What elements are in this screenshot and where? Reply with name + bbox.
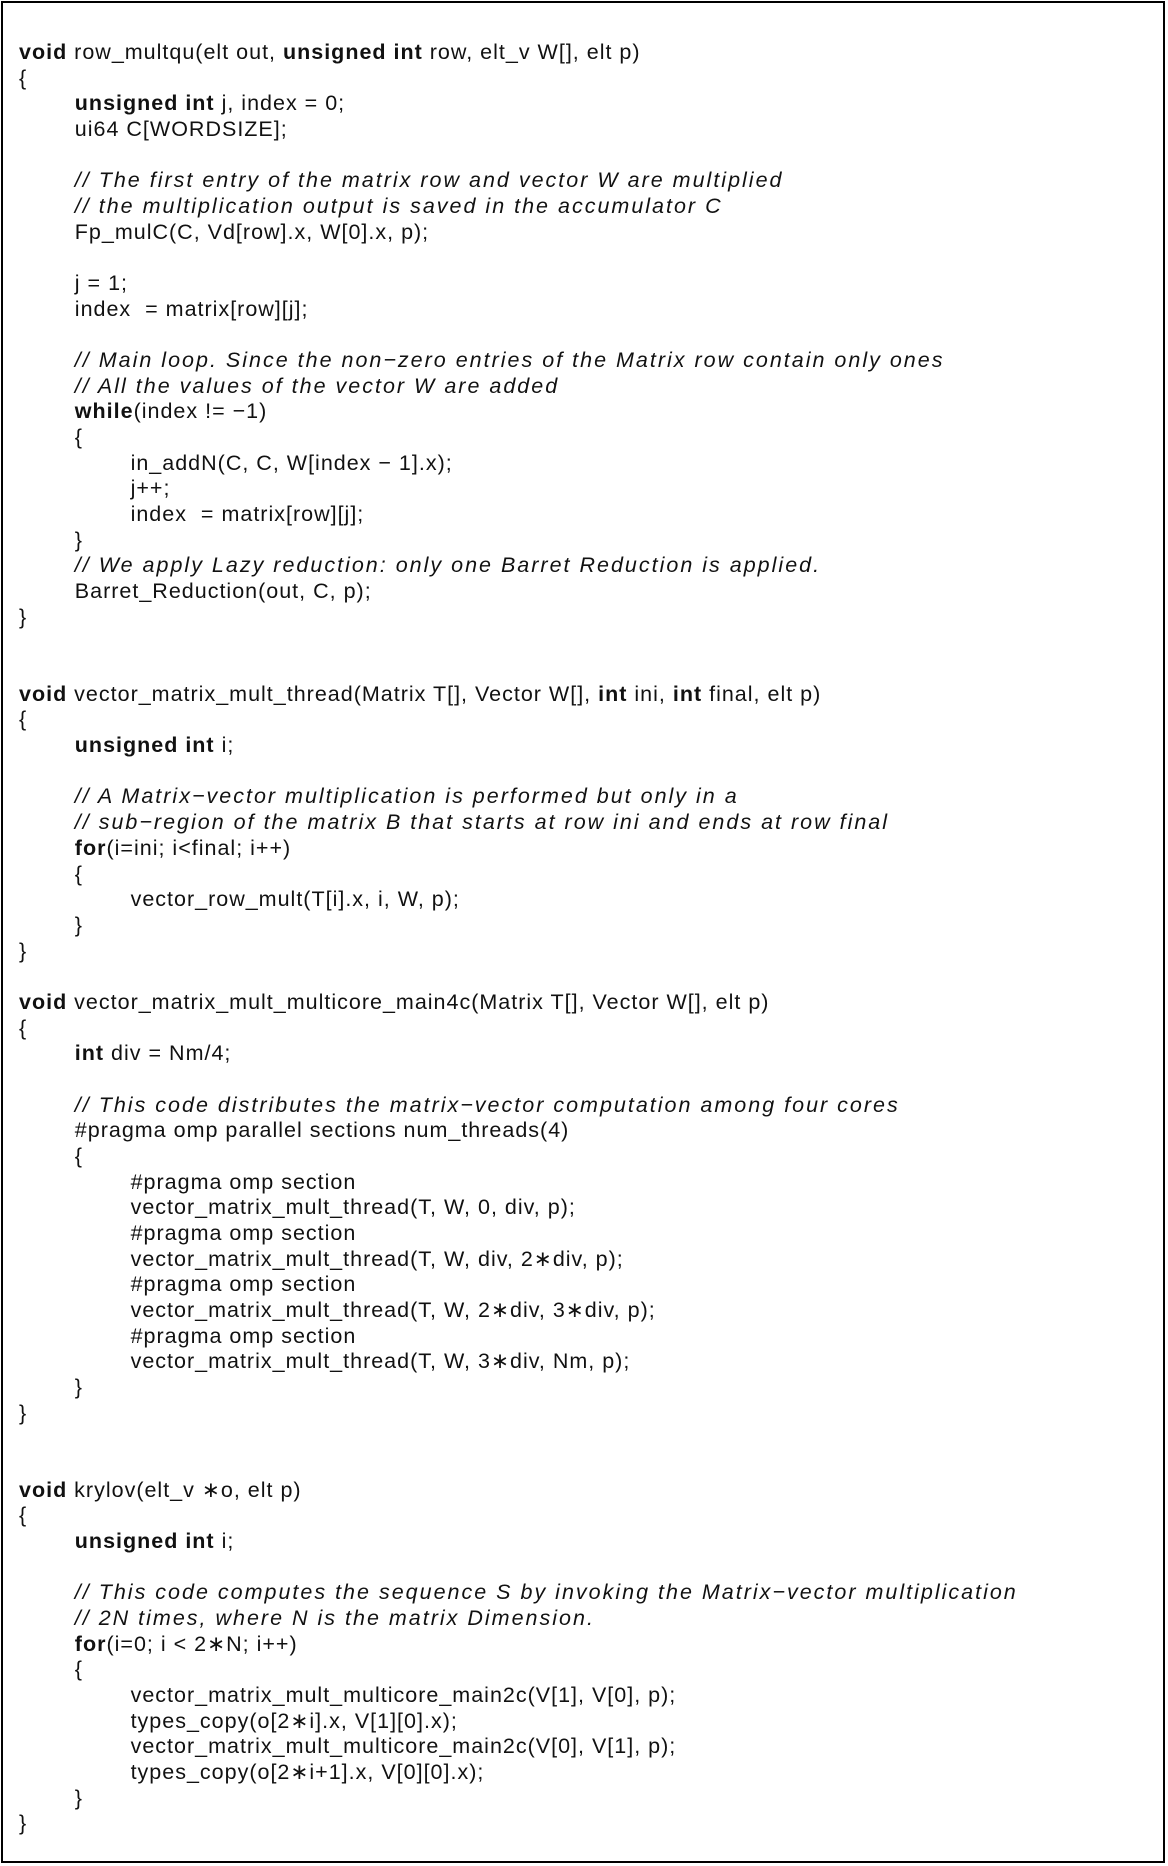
code-text: index = matrix[row][j]; xyxy=(19,502,365,527)
code-line xyxy=(19,1144,1018,1170)
code-line xyxy=(19,1221,1018,1247)
code-text: } xyxy=(19,1785,83,1810)
code-line xyxy=(19,1118,1018,1144)
code-text xyxy=(19,733,75,757)
code-line xyxy=(19,784,1018,810)
code-text: { xyxy=(19,65,28,90)
code-line xyxy=(19,91,1018,117)
code-text: types_copy(o[2∗i].x, V[1][0].x); xyxy=(19,1708,458,1733)
code-comment: // sub−region of the matrix B that starts at row ini and ends at row final xyxy=(74,810,890,835)
code-text: row_multqu(elt out, xyxy=(67,40,283,64)
code-line xyxy=(19,1786,1018,1812)
code-text: (index != −1) xyxy=(133,399,268,424)
code-text: vector_matrix_mult_thread(Matrix T[], Vector W[], xyxy=(67,681,599,706)
code-keyword: for xyxy=(74,1631,107,1656)
code-text: } xyxy=(19,938,28,963)
code-text: #pragma omp section xyxy=(19,1169,357,1194)
code-comment: // Main loop. Since the non−zero entries of the Matrix row contain only ones xyxy=(74,348,945,373)
code-line xyxy=(19,707,1018,733)
code-keyword: unsigned int xyxy=(74,733,215,758)
code-comment: // The first entry of the matrix row and vector W are multiplied xyxy=(74,168,784,193)
code-text: j++; xyxy=(19,476,171,501)
code-text: vector_matrix_mult_thread(T, W, 0, div, p); xyxy=(19,1195,576,1220)
code-line xyxy=(19,168,1018,194)
code-text xyxy=(19,836,75,860)
code-text: ui64 C[WORDSIZE]; xyxy=(19,117,288,142)
code-line xyxy=(19,322,1018,348)
code-line xyxy=(19,1760,1018,1786)
code-line xyxy=(19,1426,1018,1452)
code-comment: // the multiplication output is saved in the accumulator C xyxy=(74,194,723,219)
code-line xyxy=(19,1093,1018,1119)
code-text: vector_row_mult(T[i].x, i, W, p); xyxy=(19,887,460,912)
code-text: { xyxy=(19,1657,83,1682)
code-comment: // A Matrix−vector multiplication is performed but only in a xyxy=(74,784,739,809)
code-line xyxy=(19,1709,1018,1735)
code-text: } xyxy=(19,604,28,629)
code-line xyxy=(19,66,1018,92)
code-text: vector_matrix_mult_thread(T, W, 3∗div, Nm, p); xyxy=(19,1349,631,1374)
code-keyword: int xyxy=(74,1041,105,1066)
code-text: { xyxy=(19,1015,28,1040)
code-line xyxy=(19,579,1018,605)
code-text: index = matrix[row][j]; xyxy=(19,296,309,321)
code-line xyxy=(19,476,1018,502)
code-line xyxy=(19,1529,1018,1555)
code-line xyxy=(19,1041,1018,1067)
code-line xyxy=(19,656,1018,682)
code-text xyxy=(19,1041,75,1065)
code-line xyxy=(19,1349,1018,1375)
code-comment: // This code computes the sequence S by invoking the Matrix−vector multiplication xyxy=(74,1580,1018,1605)
code-line xyxy=(19,913,1018,939)
code-text: in_addN(C, C, W[index − 1].x); xyxy=(19,450,453,475)
code-line xyxy=(19,1478,1018,1504)
code-text: vector_matrix_mult_multicore_main2c(V[1], V[0], p); xyxy=(19,1683,677,1707)
code-line xyxy=(19,1683,1018,1709)
code-text: Barret_Reduction(out, C, p); xyxy=(19,579,372,604)
code-text xyxy=(19,1529,75,1553)
code-line xyxy=(19,374,1018,400)
code-text: vector_matrix_mult_multicore_main2c(V[0], V[1], p); xyxy=(19,1734,677,1759)
code-line xyxy=(19,117,1018,143)
code-text: } xyxy=(19,527,83,552)
code-text: } xyxy=(19,1374,83,1399)
code-text xyxy=(19,1580,75,1604)
code-line xyxy=(19,1580,1018,1606)
code-text: vector_matrix_mult_multicore_main4c(Matrix T[], Vector W[], elt p) xyxy=(67,989,770,1014)
code-text: } xyxy=(19,1400,28,1425)
code-text: i; xyxy=(214,1528,235,1553)
code-text: { xyxy=(19,861,83,886)
code-line xyxy=(19,1195,1018,1221)
code-comment: // This code distributes the matrix−vector computation among four cores xyxy=(74,1092,900,1117)
code-line xyxy=(19,194,1018,220)
code-text: { xyxy=(19,1503,28,1528)
code-line xyxy=(19,759,1018,785)
code-line xyxy=(19,630,1018,656)
code-line xyxy=(19,733,1018,759)
code-line xyxy=(19,502,1018,528)
code-line xyxy=(19,1606,1018,1632)
code-line xyxy=(19,220,1018,246)
code-text xyxy=(19,91,75,115)
code-text xyxy=(19,784,75,808)
code-keyword: for xyxy=(74,835,107,860)
code-line xyxy=(19,399,1018,425)
code-comment: // All the values of the vector W are added xyxy=(74,373,560,398)
code-line xyxy=(19,1555,1018,1581)
code-line xyxy=(19,836,1018,862)
code-line xyxy=(19,1401,1018,1427)
code-line xyxy=(19,271,1018,297)
code-text xyxy=(19,1606,75,1630)
code-text: #pragma omp parallel sections num_threads(4) xyxy=(19,1118,570,1143)
code-text: } xyxy=(19,1811,28,1836)
code-keyword: unsigned int xyxy=(74,1528,215,1553)
code-listing xyxy=(19,40,1018,1837)
code-line xyxy=(19,1632,1018,1658)
code-line xyxy=(19,40,1018,66)
code-line xyxy=(19,1170,1018,1196)
code-text xyxy=(19,168,75,192)
code-text xyxy=(19,1093,75,1117)
code-text xyxy=(19,1632,75,1656)
code-text: (i=ini; i<final; i++) xyxy=(106,835,292,860)
code-keyword: void xyxy=(19,681,68,706)
code-line xyxy=(19,425,1018,451)
code-keyword: int xyxy=(598,681,628,706)
code-line xyxy=(19,1452,1018,1478)
code-keyword: void xyxy=(19,40,68,64)
code-line xyxy=(19,1247,1018,1273)
code-line xyxy=(19,1503,1018,1529)
code-keyword: int xyxy=(672,681,703,706)
code-text: vector_matrix_mult_thread(T, W, 2∗div, 3∗div, p); xyxy=(19,1297,656,1322)
code-text: { xyxy=(19,1143,83,1168)
code-text: #pragma omp section xyxy=(19,1323,357,1348)
code-text: i; xyxy=(214,733,235,758)
code-line xyxy=(19,297,1018,323)
code-text: #pragma omp section xyxy=(19,1220,357,1245)
code-line xyxy=(19,1067,1018,1093)
code-comment: // We apply Lazy reduction: only one Barret Reduction is applied. xyxy=(74,553,822,578)
code-text: types_copy(o[2∗i+1].x, V[0][0].x); xyxy=(19,1760,485,1785)
code-line xyxy=(19,964,1018,990)
code-comment: // 2N times, where N is the matrix Dimension. xyxy=(74,1605,595,1630)
code-text: vector_matrix_mult_thread(T, W, div, 2∗div, p); xyxy=(19,1246,624,1271)
code-text xyxy=(19,810,75,834)
code-listing-frame xyxy=(1,1,1165,1863)
code-line xyxy=(19,1272,1018,1298)
code-text: krylov(elt_v ∗o, elt p) xyxy=(67,1477,302,1502)
code-line xyxy=(19,143,1018,169)
code-text xyxy=(19,374,75,398)
code-keyword: void xyxy=(19,989,68,1014)
code-line xyxy=(19,1811,1018,1837)
code-text: ini, xyxy=(627,681,673,706)
code-line xyxy=(19,451,1018,477)
code-text xyxy=(19,194,75,218)
code-keyword: void xyxy=(19,1477,68,1502)
code-line xyxy=(19,939,1018,965)
code-line xyxy=(19,1375,1018,1401)
code-line xyxy=(19,1657,1018,1683)
code-text xyxy=(19,348,75,372)
code-line xyxy=(19,348,1018,374)
code-line xyxy=(19,1324,1018,1350)
code-line xyxy=(19,862,1018,888)
code-text xyxy=(19,553,75,577)
code-keyword: unsigned int xyxy=(74,91,215,116)
code-text: Fp_mulC(C, Vd[row].x, W[0].x, p); xyxy=(19,219,430,244)
code-line xyxy=(19,887,1018,913)
code-text: } xyxy=(19,912,83,937)
code-line xyxy=(19,682,1018,708)
code-line xyxy=(19,528,1018,554)
code-line xyxy=(19,1016,1018,1042)
code-text: { xyxy=(19,425,83,450)
code-line xyxy=(19,245,1018,271)
code-line xyxy=(19,1298,1018,1324)
code-text: { xyxy=(19,707,28,732)
code-text: j, index = 0; xyxy=(214,91,346,116)
code-keyword: unsigned int xyxy=(282,40,423,64)
code-line xyxy=(19,990,1018,1016)
code-line xyxy=(19,810,1018,836)
code-text: row, elt_v W[], elt p) xyxy=(422,40,641,64)
code-line xyxy=(19,553,1018,579)
code-text: (i=0; i < 2∗N; i++) xyxy=(106,1631,298,1656)
code-text: div = Nm/4; xyxy=(104,1041,232,1066)
code-text: final, elt p) xyxy=(702,681,822,706)
code-line xyxy=(19,605,1018,631)
code-line xyxy=(19,1734,1018,1760)
code-text xyxy=(19,399,75,423)
code-keyword: while xyxy=(74,399,134,424)
code-text: j = 1; xyxy=(19,271,128,296)
code-text: #pragma omp section xyxy=(19,1272,357,1297)
